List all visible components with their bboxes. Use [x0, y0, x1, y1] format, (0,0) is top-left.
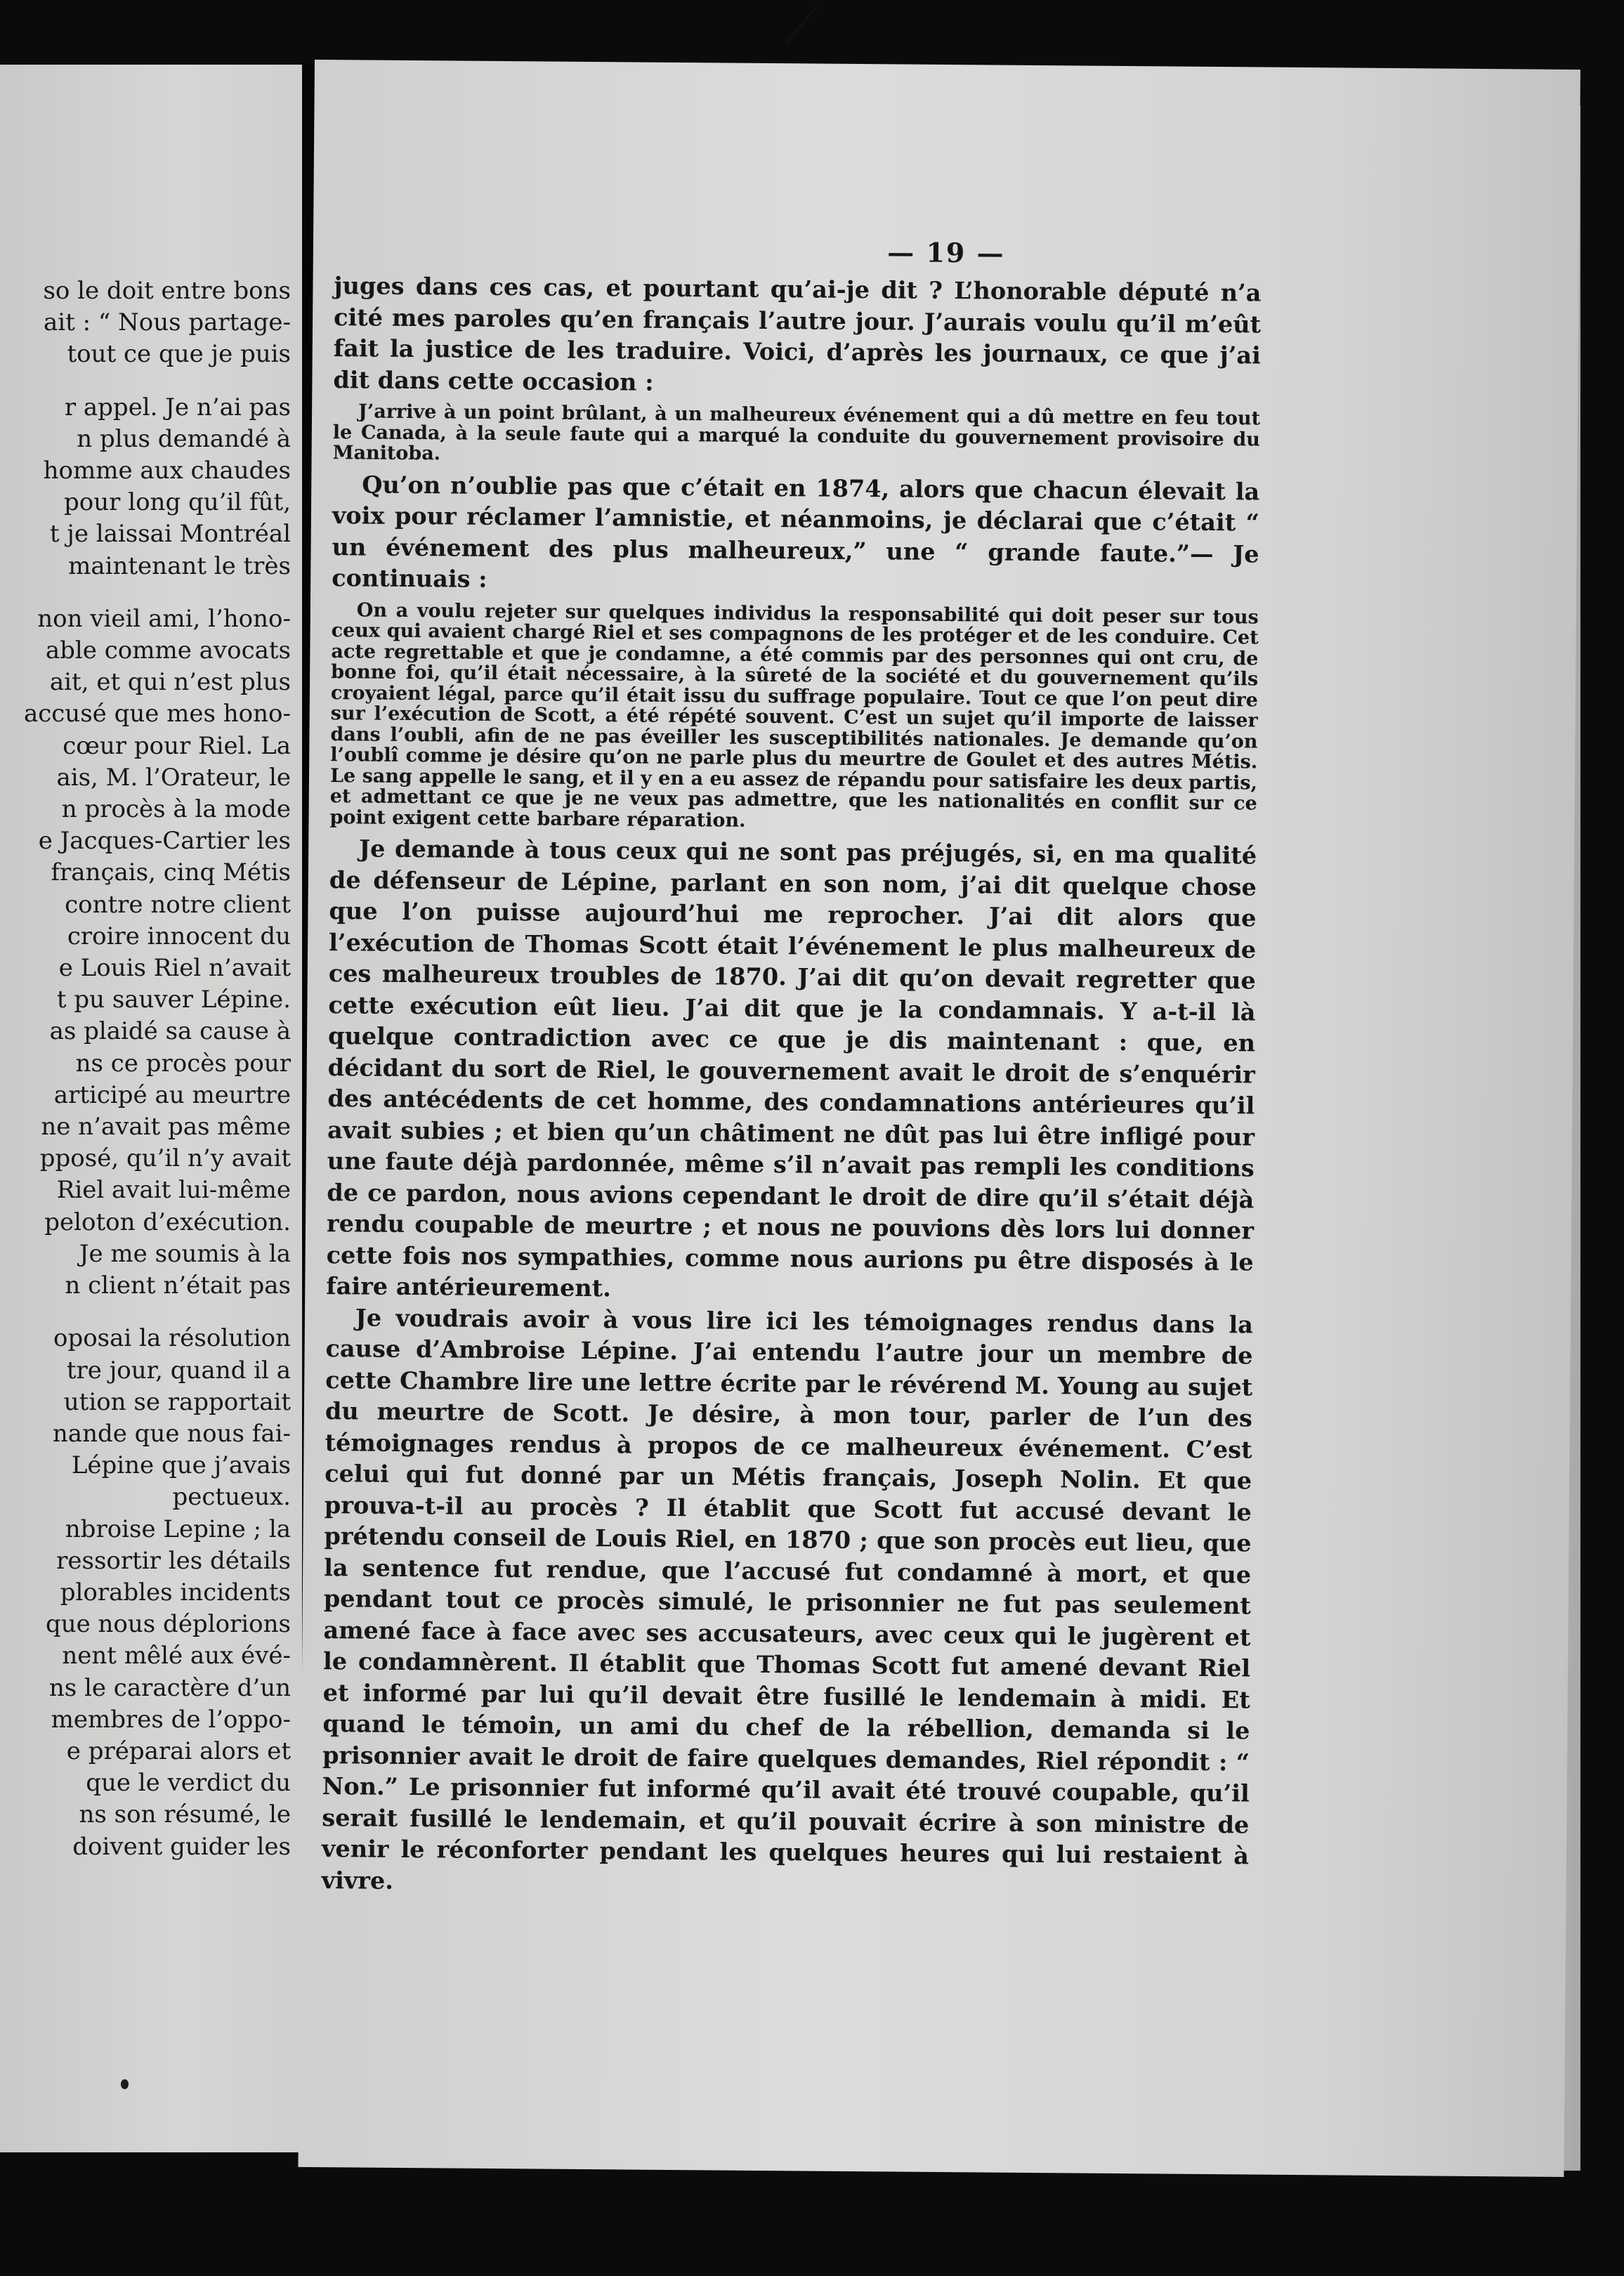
left-paragraph-gap: [0, 371, 291, 392]
left-fragment-line: ution se rapportait: [63, 1387, 291, 1416]
left-fragment-line: t pu sauver Lépine.: [56, 986, 291, 1014]
left-fragment-line: ressortir les détails: [56, 1546, 291, 1575]
left-fragment-line: ait : “ Nous partage-: [43, 308, 291, 337]
left-fragment-line: plorables incidents: [60, 1578, 291, 1607]
left-fragment-line: Lépine que j’avais: [71, 1451, 291, 1480]
left-fragment-line: accusé que mes hono-: [23, 700, 291, 728]
quoted-passage: On a voulu rejeter sur quelques individus la responsabilité qui doit peser sur tous ceux qui avaient chargé Riel et ses compagnons de les protéger et de les conduire. Cet acte regrettable et que je condamne, a été commis par des personnes qui ont cru, de bonne foi, qu’il était nécessaire, à la sûreté de la société et du gouvernement qu’ils croyaient légal, parce qu’il était issu du suffrage populaire. Tout ce que l’on peut dire sur l’exécution de Scott, a été répété souvent. C’est un sujet qu’il importe de laisser dans l’oubli, afin de ne pas éveiller les susceptibilités nationales. Je demande qu’on l’oublî comme je désire qu’on ne parle plus du meurtre de Goulet et des autres Métis. Le sang appelle le sang, et il y en a eu assez de répandu pour satisfaire les deux partis, et admettant ce que je ne veux pas admettre, que les nationalités en conflit sur ce point exigent cette barbare réparation.: [329, 599, 1259, 832]
left-fragment-line: ais, M. l’Orateur, le: [56, 763, 291, 792]
left-paragraph-gap: [0, 582, 291, 603]
left-fragment-line: membres de l’oppo-: [51, 1705, 291, 1734]
left-fragment-line: nande que nous fai-: [52, 1419, 291, 1448]
left-fragment-line: cœur pour Riel. La: [63, 731, 291, 760]
left-fragment-line: ne n’avait pas même: [41, 1113, 291, 1142]
left-fragment-line: able comme avocats: [45, 636, 291, 665]
quoted-passage: J’arrive à un point brûlant, à un malheureux événement qui a dû mettre en feu tout le Canada, à la seule faute qui a marqué la conduite du gouvernement provisoire du Manitoba.: [332, 400, 1261, 465]
left-fragment-line: nbroise Lepine ; la: [65, 1515, 291, 1543]
left-fragment-line: doivent guider les: [72, 1832, 291, 1861]
left-fragment-line: non vieil ami, l’hono-: [37, 604, 291, 633]
left-fragment-line: nent mêlé aux évé-: [62, 1642, 291, 1670]
left-fragment-line: peloton d’exécution.: [44, 1208, 291, 1236]
left-fragment-line: français, cinq Métis: [51, 858, 291, 887]
left-fragment-line: ns le caractère d’un: [48, 1673, 291, 1702]
left-fragment-line: ait, et qui n’est plus: [49, 668, 291, 697]
left-fragment-line: pposé, qu’il n’y avait: [39, 1144, 291, 1173]
left-fragment-line: articipé au meurtre: [53, 1080, 291, 1109]
left-fragment-line: tre jour, quand il a: [66, 1356, 291, 1385]
left-fragment-line: e Jacques-Cartier les: [38, 827, 291, 856]
left-fragment-line: pectueux.: [172, 1483, 291, 1512]
left-fragment-line: oposai la résolution: [53, 1324, 291, 1353]
left-fragment-line: as plaidé sa cause à: [49, 1017, 291, 1046]
page-number: — 19 —: [887, 236, 1005, 269]
left-fragment-line: t je laissai Montréal: [49, 520, 291, 549]
left-fragment-line: n plus demandé à: [77, 424, 291, 453]
body-paragraph: Qu’on n’oublie pas que c’était en 1874, alors que chacun élevait la voix pour réclamer l’amnistie, et néanmoins, je déclarai que c’était “ un événement des plus malheureux,” une “ grande faute.”— Je continuais :: [332, 470, 1260, 593]
right-page: [298, 60, 1580, 2177]
left-fragment-line: pour long qu’il fût,: [64, 488, 291, 517]
left-fragment-line: croire innocent du: [67, 922, 291, 950]
left-column-fragments: [0, 275, 291, 1863]
left-fragment-line: n client n’était pas: [65, 1271, 291, 1300]
left-fragment-line: que le verdict du: [86, 1769, 291, 1798]
left-fragment-line: ns son résumé, le: [79, 1800, 291, 1829]
corner-crease: [785, 5, 818, 44]
ink-spot: [121, 2079, 129, 2089]
left-paragraph-gap: [0, 1302, 291, 1323]
body-paragraph: juges dans ces cas, et pourtant qu’ai-je dit ? L’honorable député n’a cité mes paroles qu’en français l’autre jour. J’aurais voulu qu’il m’eût fait la justice de les traduire. Voici, d’après les journaux, ce que j’ai dit dans cette occasion :: [333, 272, 1262, 396]
left-fragment-line: Je me soumis à la: [79, 1239, 291, 1268]
left-fragment-line: n procès à la mode: [61, 795, 291, 824]
main-text-column: [321, 270, 1261, 1903]
left-fragment-line: contre notre client: [65, 890, 291, 919]
left-fragment-line: tout ce que je puis: [67, 340, 291, 369]
left-fragment-line: r appel. Je n’ai pas: [64, 393, 291, 421]
left-fragment-line: Riel avait lui-même: [56, 1176, 291, 1205]
left-fragment-line: e Louis Riel n’avait: [58, 954, 291, 983]
body-paragraph: Je voudrais avoir à vous lire ici les témoignages rendus dans la cause d’Ambroise Lépine. J’ai entendu l’autre jour un membre de cette Chambre lire une lettre écrite par le révérend M. Young au sujet du meurtre de Scott. Je désire, à mon tour, parler de l’un des témoignages rendus à propos de ce malheureux événement. C’est celui qui fut donné par un Métis français, Joseph Nolin. Et que prouva-t-il au procès ? Il établit que Scott fut accusé devant le prétendu conseil de Louis Riel, en 1870 ; que son procès eut lieu, que la sentence fut rendue, que l’accusé fut condamné à mort, et que pendant tout ce procès simulé, le prisonnier ne fut pas seulement amené face à face avec ses accusateurs, avec ceux qui le jugèrent et le condamnèrent. Il établit que Thomas Scott fut amené devant Riel et informé par lui qu’il devait être fusillé le lendemain à midi. Et quand le témoin, un ami du chef de la rébellion, demanda si le prisonnier avait le droit de faire quelques demandes, Riel répondit : “ Non.” Le prisonnier fut informé qu’il avait été trouvé coupable, qu’il serait fusillé le lendemain, et qu’il pouvait écrire à son ministre de venir le réconforter pendant les quelques heures qui lui restaient à vivre.: [321, 1303, 1254, 1895]
left-fragment-line: homme aux chaudes: [43, 457, 291, 485]
left-fragment-line: so le doit entre bons: [43, 277, 291, 305]
left-page: [0, 65, 302, 2152]
left-fragment-line: e préparai alors et: [66, 1737, 291, 1765]
left-fragment-line: maintenant le très: [68, 551, 291, 580]
body-paragraph: Je demande à tous ceux qui ne sont pas préjugés, si, en ma qualité de défenseur de Lépine, parlant en son nom, j’ai dit quelque chose que l’on puisse aujourd’hui me reprocher. J’ai dit alors que l’exécution de Thomas Scott était l’événement le plus malheureux de ces malheureux troubles de 1870. J’ai dit qu’on devait regretter que cette exécution eût lieu. J’ai dit que je la condamnais. Y a-t-il là quelque contradiction avec ce que je dis maintenant : que, en décidant du sort de Riel, le gouvernement avait le droit de s’enquérir des antécédents de cet homme, des condamnations antérieures qu’il avait subies ; et bien qu’un châtiment ne dût pas lui être infligé pour une faute déjà pardonnée, même s’il n’avait pas rempli les conditions de ce pardon, nous avions cependant le droit de dire qu’il s’était déjà rendu coupable de meurtre ; et nous ne pouvions dès lors lui donner cette fois nos sympathies, comme nous aurions pu être disposés à le faire antérieurement.: [326, 835, 1257, 1302]
left-fragment-line: ns ce procès pour: [75, 1049, 291, 1078]
left-fragment-line: que nous déplorions: [45, 1610, 291, 1639]
